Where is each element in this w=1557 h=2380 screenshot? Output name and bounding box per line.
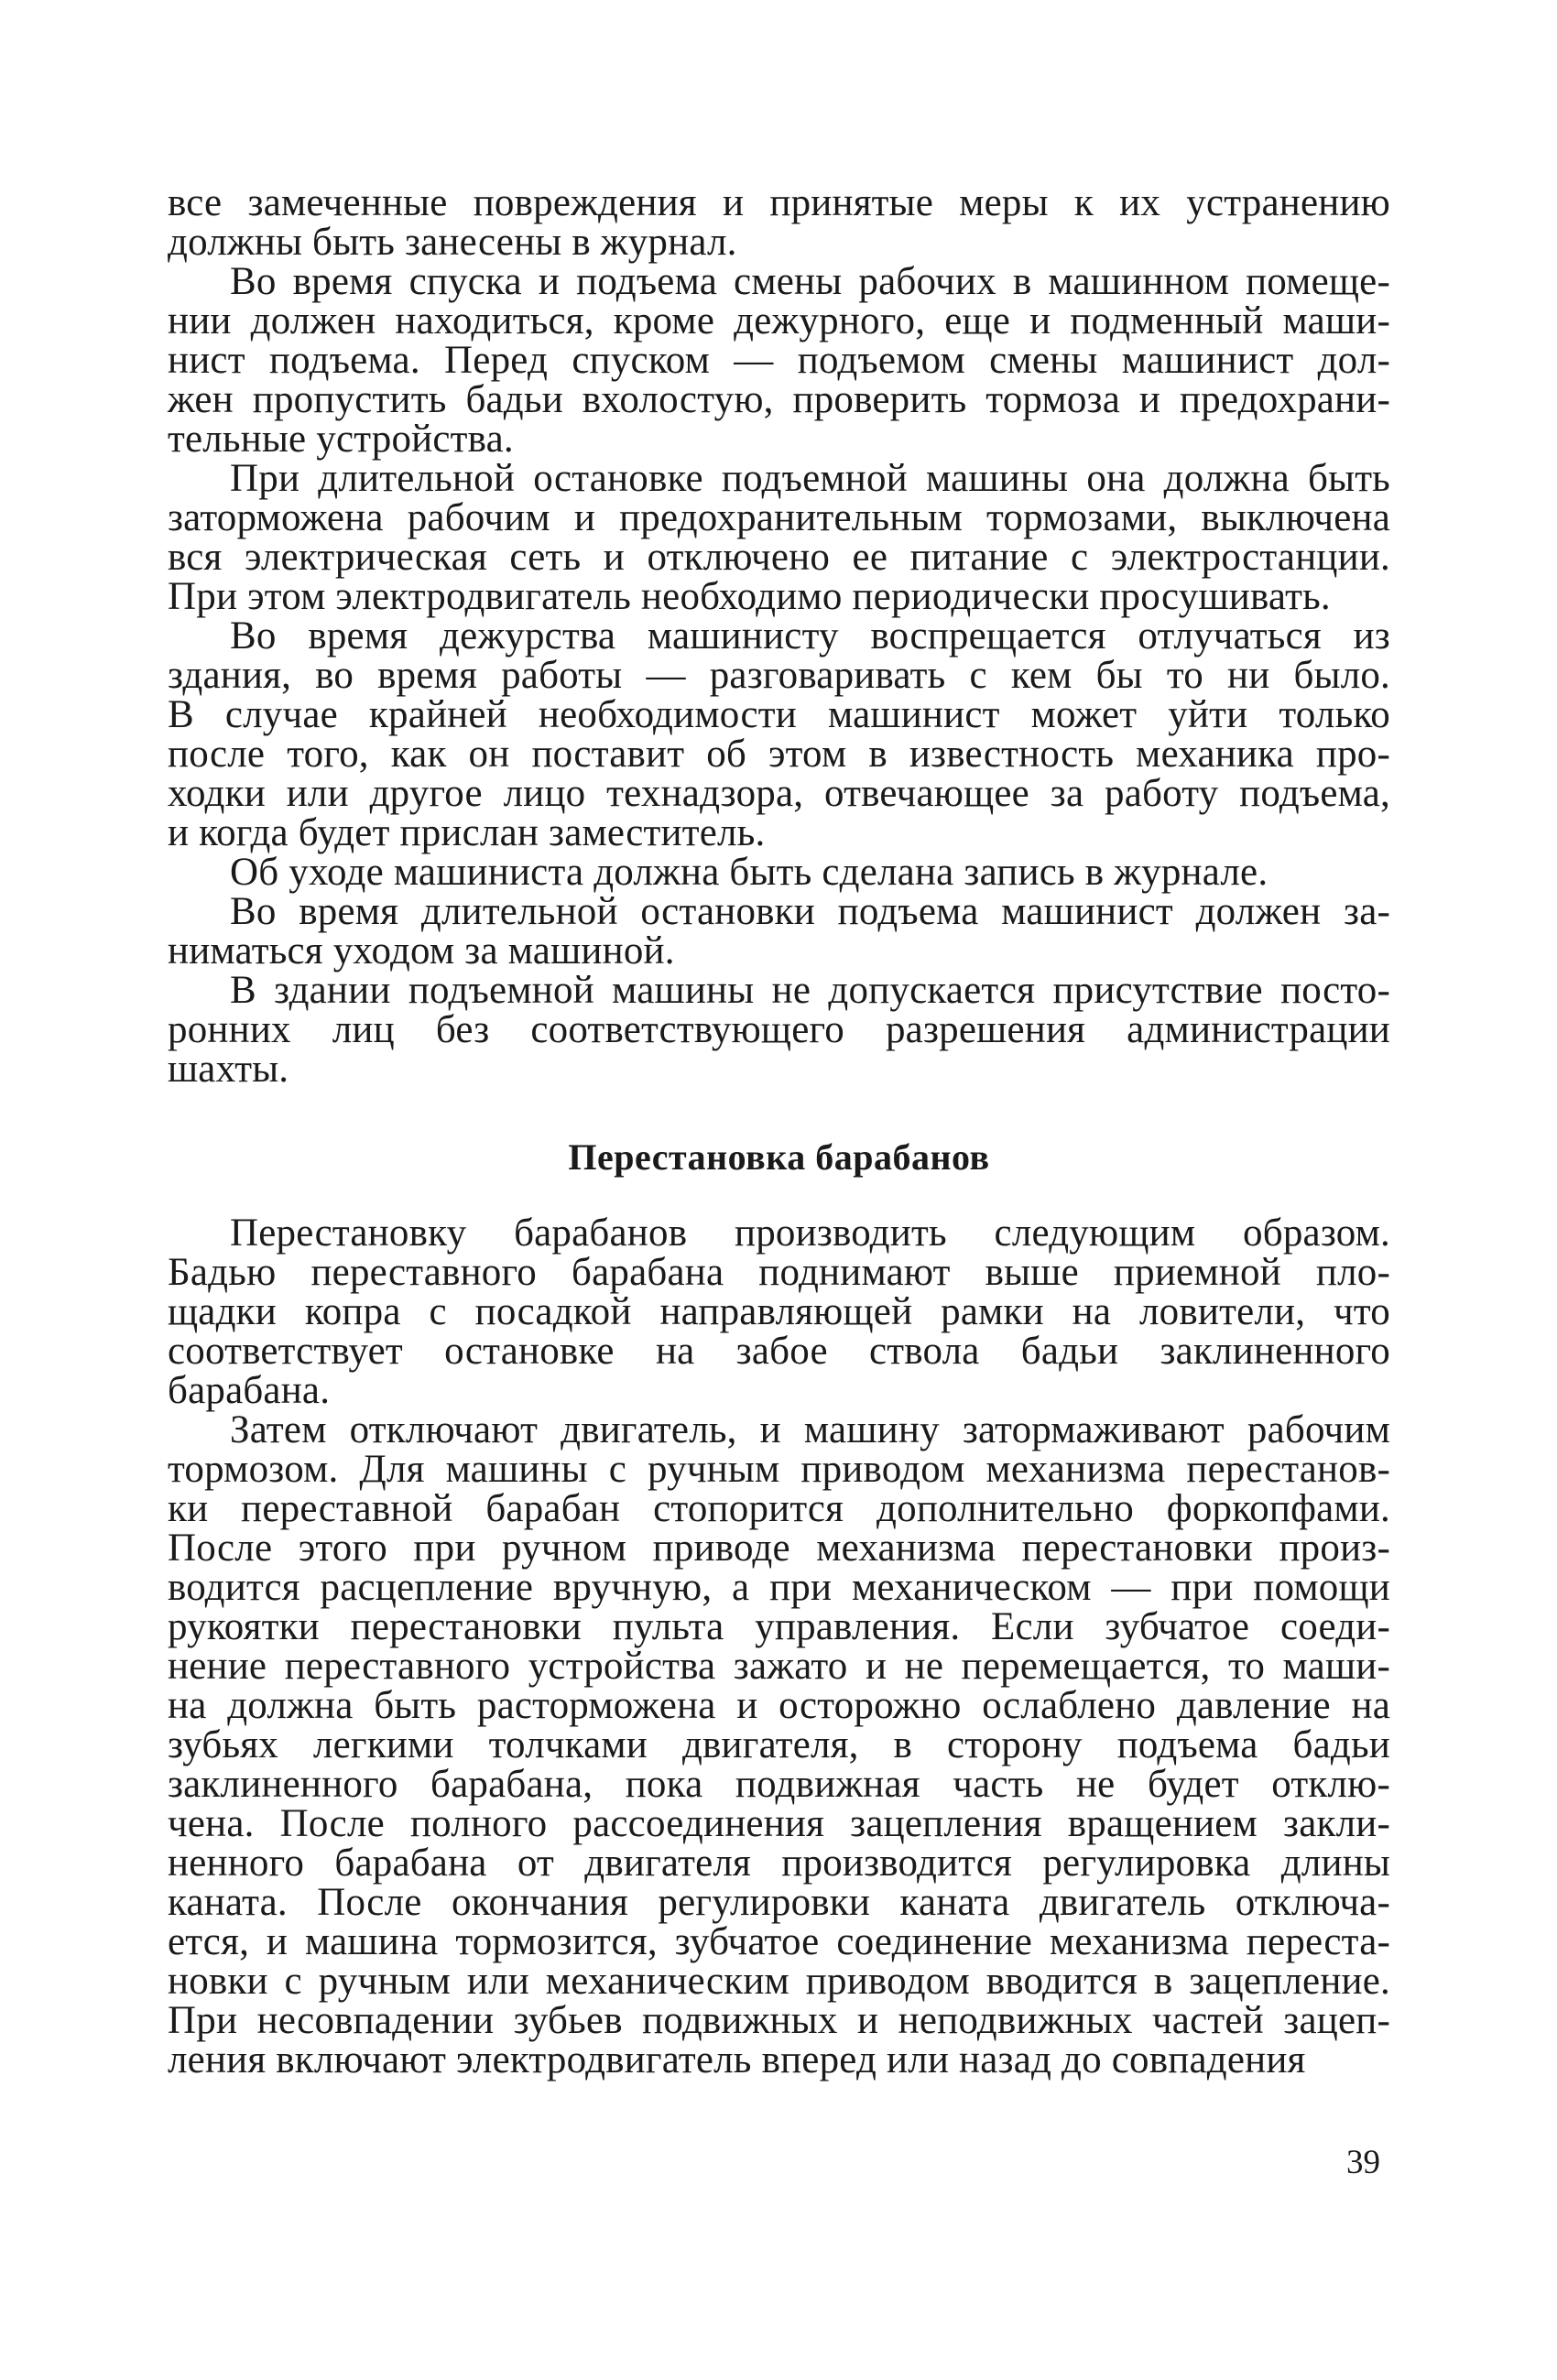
- paragraphs-before-heading: [168, 183, 1390, 1089]
- text-line: тормозом. Для машины с ручным приводом механизма перестанов-: [168, 1448, 1390, 1491]
- text-line: щадки копра с посадкой направляющей рамки на ловители, что: [168, 1290, 1390, 1333]
- text-line: должны быть занесены в журнал.: [168, 221, 737, 264]
- text-line: Во время спуска и подъема смены рабочих в машинном помеще-: [230, 260, 1390, 303]
- text-line: ниматься уходом за машиной.: [168, 929, 675, 973]
- text-line: водится расцепление вручную, а при механическом — при помощи: [168, 1566, 1390, 1609]
- page-number: 39: [1346, 2144, 1380, 2181]
- paragraph: [168, 262, 1390, 459]
- text-line: жен пропустить бадьи вхолостую, проверить тормоза и предохрани-: [168, 378, 1390, 421]
- text-line: Затем отключают двигатель, и машину затормаживают рабочим: [230, 1408, 1390, 1451]
- text-line: ходки или другое лицо технадзора, отвечающее за работу подъема,: [168, 772, 1390, 815]
- text-line: вся электрическая сеть и отключено ее питание с электростанции.: [168, 536, 1390, 579]
- paragraphs-after-heading: [168, 1213, 1390, 2080]
- text-line: новки с ручным или механическим приводом вводится в зацепление.: [168, 1960, 1390, 2003]
- text-line: При несовпадении зубьев подвижных и неподвижных частей зацеп-: [168, 1999, 1390, 2042]
- text-line: здания, во время работы — разговаривать с кем бы то ни было.: [168, 654, 1390, 697]
- paragraph: [168, 459, 1390, 616]
- text-line: После этого при ручном приводе механизма перестановки произ-: [168, 1527, 1390, 1570]
- text-line: нии должен находиться, кроме дежурного, еще и подменный маши-: [168, 299, 1390, 342]
- text-line: заторможена рабочим и предохранительным тормозами, выключена: [168, 496, 1390, 539]
- paragraph: [168, 1410, 1390, 2080]
- text-line: При этом электродвигатель необходимо периодически просушивать.: [168, 575, 1331, 618]
- text-line: заклиненного барабана, пока подвижная часть не будет отклю-: [168, 1763, 1390, 1806]
- text-line: В здании подъемной машины не допускается присутствие посто-: [230, 969, 1390, 1012]
- text-line: ки переставной барабан стопорится дополнительно форкопфами.: [168, 1487, 1390, 1530]
- text-line: ления включают электродвигатель вперед или назад до совпадения: [168, 2038, 1306, 2081]
- text-line: все замеченные повреждения и принятые меры к их устранению: [168, 181, 1390, 224]
- text-line: на должна быть расторможена и осторожно ослаблено давление на: [168, 1684, 1390, 1727]
- paragraph: [168, 892, 1390, 971]
- paragraph: [168, 616, 1390, 853]
- text-line: ненного барабана от двигателя производится регулировка длины: [168, 1842, 1390, 1885]
- body-text: [168, 183, 1390, 2080]
- text-line: барабана.: [168, 1369, 331, 1412]
- text-line: нение переставного устройства зажато и не перемещается, то маши-: [168, 1645, 1390, 1688]
- text-line: В случае крайней необходимости машинист может уйти только: [168, 693, 1390, 736]
- text-line: чена. После полного рассоединения зацепления вращением закли-: [168, 1802, 1390, 1845]
- text-line: Об уходе машиниста должна быть сделана запись в журнале.: [230, 851, 1268, 894]
- text-line: Во время дежурства машинисту воспрещается отлучаться из: [230, 614, 1390, 657]
- text-line: и когда будет прислан заместитель.: [168, 811, 766, 854]
- text-line: Бадью переставного барабана поднимают выше приемной пло-: [168, 1251, 1390, 1294]
- text-line: ронних лиц без соответствующего разрешения администрации: [168, 1008, 1390, 1051]
- text-line: Во время длительной остановки подъема машинист должен за-: [230, 890, 1390, 933]
- text-line: При длительной остановке подъемной машины она должна быть: [230, 457, 1390, 500]
- text-line: каната. После окончания регулировки каната двигатель отключа-: [168, 1881, 1390, 1924]
- text-line: зубьях легкими толчками двигателя, в сторону подъема бадьи: [168, 1723, 1390, 1766]
- text-line: тельные устройства.: [168, 418, 514, 461]
- text-line: нист подъема. Перед спуском — подъемом смены машинист дол-: [168, 339, 1390, 382]
- text-line: шахты.: [168, 1048, 289, 1091]
- text-line: ется, и машина тормозится, зубчатое соединение механизма переста-: [168, 1920, 1390, 1963]
- text-line: рукоятки перестановки пульта управления. Если зубчатое соеди-: [168, 1605, 1390, 1648]
- section-heading: Перестановка барабанов: [568, 1136, 990, 1178]
- paragraph: [168, 1213, 1390, 1410]
- paragraph: [168, 183, 1390, 262]
- paragraph: [168, 853, 1390, 892]
- text-line: после того, как он поставит об этом в известность механика про-: [168, 733, 1390, 776]
- text-line: Перестановку барабанов производить следующим образом.: [230, 1212, 1390, 1255]
- text-line: соответствует остановке на забое ствола бадьи заклиненного: [168, 1330, 1390, 1373]
- paragraph: [168, 971, 1390, 1089]
